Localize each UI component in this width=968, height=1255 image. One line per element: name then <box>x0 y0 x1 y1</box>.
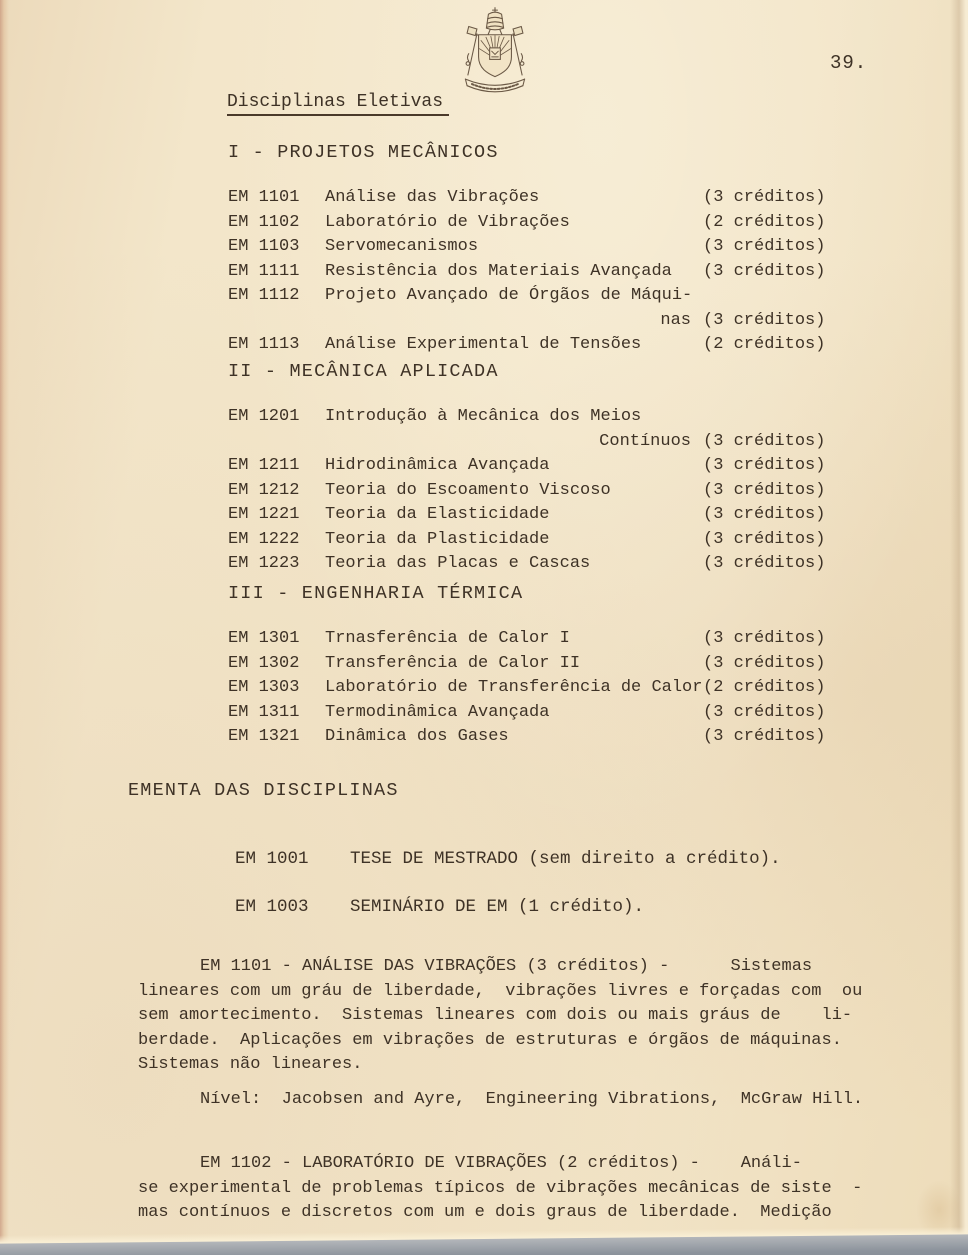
course-title: Servomecanismos <box>325 237 479 256</box>
course-credits: (3 créditos) <box>703 188 826 207</box>
course-row <box>228 284 852 309</box>
course-code: EM 1212 <box>228 480 300 500</box>
course-code: EM 1301 <box>228 629 300 648</box>
course-row <box>228 528 852 553</box>
course-credits: (3 créditos) <box>703 431 826 451</box>
ementa-item <box>235 849 781 869</box>
course-title-continued: nas <box>660 310 691 330</box>
ementa-heading: EMENTA DAS DISCIPLINAS <box>128 780 399 801</box>
course-credits: (2 créditos) <box>703 678 826 697</box>
course-code: EM 1103 <box>228 237 300 256</box>
course-title: Análise das Vibrações <box>325 188 540 207</box>
course-credits: (3 créditos) <box>703 629 826 648</box>
course-credits: (3 créditos) <box>703 653 826 673</box>
course-row-wrap <box>228 430 852 455</box>
section-heading: III - ENGENHARIA TÉRMICA <box>228 583 524 604</box>
course-credits: (2 créditos) <box>703 212 826 232</box>
course-row <box>228 552 852 577</box>
section-projetos-mecanicos <box>228 140 852 358</box>
course-row <box>228 676 852 701</box>
section-mecanica-aplicada <box>228 359 852 577</box>
section-heading: I - PROJETOS MECÂNICOS <box>228 142 499 163</box>
description-line: mas contínuos e discretos com um e dois graus de liberdade. Medição <box>138 1203 832 1223</box>
course-title: Termodinâmica Avançada <box>325 702 550 722</box>
course-code: EM 1211 <box>228 456 300 475</box>
course-row <box>228 627 852 652</box>
course-code: EM 1302 <box>228 653 300 673</box>
page-number: 39. <box>830 52 868 74</box>
course-title: Trnasferência de Calor I <box>325 629 570 648</box>
ementa-item-text: SEMINÁRIO DE EM (1 crédito). <box>350 897 645 917</box>
description-line: berdade. Aplicações em vibrações de estruturas e órgãos de máquinas. <box>138 1030 842 1050</box>
course-code: EM 1101 <box>228 188 300 207</box>
course-row <box>228 235 852 260</box>
course-row <box>228 405 852 430</box>
course-description-em1101 <box>138 955 928 1078</box>
course-title: Laboratório de Vibrações <box>325 212 570 232</box>
doc-heading: Disciplinas Eletivas <box>227 92 449 116</box>
course-title: Introdução à Mecânica dos Meios <box>325 407 642 426</box>
course-credits: (3 créditos) <box>703 310 826 330</box>
course-code: EM 1222 <box>228 529 300 549</box>
course-credits <box>703 284 852 309</box>
section-heading: II - MECÂNICA APLICADA <box>228 361 499 382</box>
description-line: lineares com um gráu de liberdade, vibrações livres e forçadas com ou <box>138 981 863 1001</box>
description-line: EM 1101 - ANÁLISE DAS VIBRAÇÕES (3 créditos) - Sistemas <box>200 957 813 976</box>
description-line: sem amortecimento. Sistemas lineares com dois ou mais gráus de li- <box>138 1006 853 1026</box>
course-code: EM 1111 <box>228 261 300 281</box>
course-title: Dinâmica dos Gases <box>325 727 509 746</box>
reference-line: Nível: Jacobsen and Ayre, Engineering Vibrations, McGraw Hill. <box>200 1090 864 1109</box>
course-credits: (3 créditos) <box>703 237 826 256</box>
course-description-em1102 <box>138 1152 928 1226</box>
description-line: EM 1102 - LABORATÓRIO DE VIBRAÇÕES (2 créditos) - Análi- <box>200 1154 802 1173</box>
course-code: EM 1321 <box>228 727 300 746</box>
course-row-wrap <box>228 309 852 334</box>
course-credits: (3 créditos) <box>703 554 826 573</box>
course-row <box>228 333 852 358</box>
course-row <box>228 725 852 750</box>
course-title: Hidrodinâmica Avançada <box>325 456 550 475</box>
course-row <box>228 652 852 677</box>
course-row <box>228 260 852 285</box>
course-row <box>228 454 852 479</box>
course-credits: (3 créditos) <box>703 702 826 722</box>
course-title: Teoria da Elasticidade <box>325 505 550 524</box>
course-code: EM 1303 <box>228 678 300 697</box>
course-title: Teoria do Escoamento Viscoso <box>325 480 611 500</box>
course-credits: (3 créditos) <box>703 505 826 524</box>
course-code: EM 1311 <box>228 702 300 722</box>
course-row <box>228 503 852 528</box>
course-code: EM 1112 <box>228 286 300 305</box>
page-edge-left <box>0 0 9 1255</box>
section-engenharia-termica <box>228 581 852 750</box>
course-code: EM 1221 <box>228 505 300 524</box>
ementa-item-text: TESE DE MESTRADO (sem direito a crédito). <box>350 849 781 869</box>
ementa-item <box>235 897 644 917</box>
course-credits: (3 créditos) <box>703 727 826 746</box>
course-row <box>228 186 852 211</box>
course-code: EM 1201 <box>228 407 300 426</box>
course-credits: (3 créditos) <box>703 480 826 500</box>
course-title: Análise Experimental de Tensões <box>325 335 642 354</box>
course-row <box>228 479 852 504</box>
course-credits: (3 créditos) <box>703 261 826 281</box>
course-credits: (3 créditos) <box>703 456 826 475</box>
course-credits <box>703 405 852 430</box>
course-title: Teoria das Placas e Cascas <box>325 554 591 573</box>
course-title: Transferência de Calor II <box>325 653 581 673</box>
description-line: Sistemas não lineares. <box>138 1055 363 1075</box>
page-edge-right <box>950 0 968 1255</box>
course-credits: (2 créditos) <box>703 335 826 354</box>
course-row <box>228 701 852 726</box>
course-row <box>228 211 852 236</box>
course-code: EM 1001 <box>235 849 309 869</box>
course-title: Teoria da Plasticidade <box>325 529 550 549</box>
university-crest-icon <box>452 6 538 98</box>
course-code: EM 1223 <box>228 554 300 573</box>
course-credits: (3 créditos) <box>703 529 826 549</box>
description-line: se experimental de problemas típicos de vibrações mecânicas de siste - <box>138 1178 863 1198</box>
course-code: EM 1003 <box>235 897 309 917</box>
course-code: EM 1102 <box>228 212 300 232</box>
course-title: Laboratório de Transferência de Calor <box>325 678 703 697</box>
course-code: EM 1113 <box>228 335 300 354</box>
course-title: Resistência dos Materiais Avançada <box>325 261 672 281</box>
course-title: Projeto Avançado de Órgãos de Máqui- <box>325 286 693 305</box>
course-title-continued: Contínuos <box>599 431 691 451</box>
